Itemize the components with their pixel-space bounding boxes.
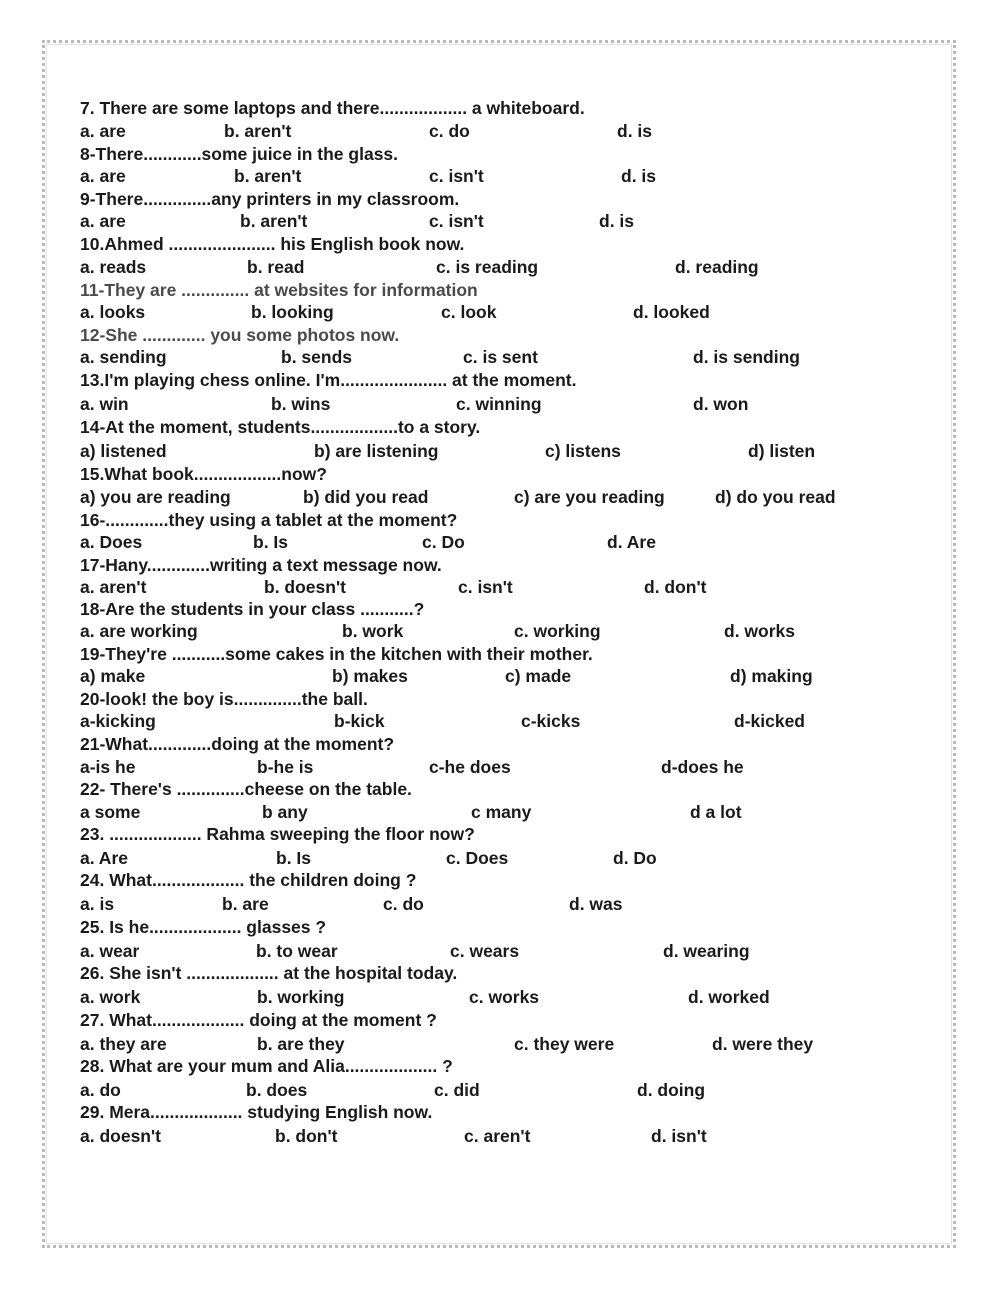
option-a: a some — [80, 802, 141, 822]
question-text: 25. Is he................... glasses ? — [80, 917, 327, 937]
option-b: b. working — [257, 987, 345, 1007]
option-a: a-is he — [80, 757, 136, 777]
option-d: d. reading — [675, 257, 759, 277]
option-c: c. aren't — [464, 1126, 531, 1146]
option-b: b. read — [247, 257, 305, 277]
option-c: c. working — [514, 621, 601, 641]
option-b: b) are listening — [314, 441, 439, 461]
option-a: a. work — [80, 987, 141, 1007]
option-b: b. looking — [251, 302, 334, 322]
question-text: 27. What................... doing at the moment ? — [80, 1010, 437, 1030]
question-text: 21-What.............doing at the moment? — [80, 734, 395, 754]
option-c: c) made — [505, 666, 572, 686]
option-d: d. don't — [644, 577, 707, 597]
option-b: b. Is — [253, 532, 289, 552]
option-a: a. sending — [80, 347, 167, 367]
option-c: c. isn't — [429, 166, 484, 186]
question-text: 13.I'm playing chess online. I'm...................... at the moment. — [80, 370, 577, 390]
question-text: 18-Are the students in your class ...........? — [80, 599, 425, 619]
question-text: 19-They're ...........some cakes in the kitchen with their mother. — [80, 644, 593, 664]
option-b: b. don't — [275, 1126, 338, 1146]
option-a: a. wear — [80, 941, 140, 961]
option-c: c-kicks — [521, 711, 581, 731]
option-c: c many — [471, 802, 532, 822]
question-text: 15.What book..................now? — [80, 464, 327, 484]
option-b: b. wins — [271, 394, 331, 414]
option-d: d. works — [724, 621, 795, 641]
option-b: b. work — [342, 621, 404, 641]
question-text: 17-Hany.............writing a text message now. — [80, 555, 442, 575]
option-a: a) you are reading — [80, 487, 231, 507]
option-a: a. are — [80, 121, 126, 141]
option-c: c. winning — [456, 394, 542, 414]
option-c: c. is sent — [463, 347, 538, 367]
option-d: d. is — [617, 121, 653, 141]
question-text: 26. She isn't ................... at the hospital today. — [80, 963, 458, 983]
question-text: 9-There..............any printers in my classroom. — [80, 189, 460, 209]
question-text: 22- There's ..............cheese on the table. — [80, 779, 412, 799]
option-b: b. aren't — [224, 121, 292, 141]
option-a: a) make — [80, 666, 146, 686]
option-b: b. to wear — [256, 941, 338, 961]
option-b: b. Is — [276, 848, 312, 868]
option-d: d. doing — [637, 1080, 706, 1100]
option-d: d) making — [730, 666, 813, 686]
option-d: d. were they — [712, 1034, 814, 1054]
option-c: c. did — [434, 1080, 480, 1100]
option-c: c) listens — [545, 441, 621, 461]
option-a: a-kicking — [80, 711, 156, 731]
option-d: d a lot — [690, 802, 742, 822]
option-b: b. doesn't — [264, 577, 346, 597]
option-a: a. looks — [80, 302, 146, 322]
option-b: b. sends — [281, 347, 352, 367]
option-c: c. wears — [450, 941, 520, 961]
option-a: a. is — [80, 894, 115, 914]
option-d: d. won — [693, 394, 749, 414]
option-d: d. isn't — [651, 1126, 707, 1146]
question-text: 14-At the moment, students..................to a story. — [80, 417, 481, 437]
question-text: 28. What are your mum and Alia................... ? — [80, 1056, 453, 1076]
option-d: d. is — [599, 211, 635, 231]
option-d: d. looked — [633, 302, 710, 322]
option-c: c. look — [441, 302, 497, 322]
option-a: a. Are — [80, 848, 128, 868]
option-d: d. is — [621, 166, 657, 186]
question-text: 29. Mera................... studying English now. — [80, 1102, 433, 1122]
option-c: c. do — [429, 121, 470, 141]
option-c: c. they were — [514, 1034, 615, 1054]
option-c: c. Does — [446, 848, 509, 868]
question-text: 11-They are .............. at websites for information — [80, 280, 478, 300]
option-a: a. doesn't — [80, 1126, 161, 1146]
question-text: 20-look! the boy is..............the ball. — [80, 689, 368, 709]
option-c: c. works — [469, 987, 540, 1007]
option-b: b) makes — [332, 666, 408, 686]
option-a: a. they are — [80, 1034, 167, 1054]
option-c: c. do — [383, 894, 424, 914]
option-d: d. Are — [607, 532, 656, 552]
question-text: 16-.............they using a tablet at the moment? — [80, 510, 458, 530]
option-d: d) do you read — [715, 487, 836, 507]
option-a: a. are — [80, 211, 126, 231]
question-text: 10.Ahmed ...................... his English book now. — [80, 234, 465, 254]
option-b: b. aren't — [234, 166, 302, 186]
option-c: c. is reading — [436, 257, 539, 277]
option-c: c. Do — [422, 532, 465, 552]
option-d: d. wearing — [663, 941, 750, 961]
option-d: d. is sending — [693, 347, 800, 367]
option-d: d. worked — [688, 987, 770, 1007]
option-a: a) listened — [80, 441, 167, 461]
option-d: d-kicked — [734, 711, 805, 731]
option-b: b-he is — [257, 757, 314, 777]
option-b: b any — [262, 802, 308, 822]
option-b: b-kick — [334, 711, 385, 731]
option-b: b) did you read — [303, 487, 429, 507]
option-d: d) listen — [748, 441, 816, 461]
option-d: d. was — [569, 894, 623, 914]
option-a: a. Does — [80, 532, 143, 552]
question-text: 24. What................... the children doing ? — [80, 870, 417, 890]
option-b: b. are — [222, 894, 269, 914]
option-c: c. isn't — [429, 211, 484, 231]
option-c: c) are you reading — [514, 487, 665, 507]
option-a: a. reads — [80, 257, 147, 277]
option-c: c. isn't — [458, 577, 513, 597]
option-a: a. do — [80, 1080, 121, 1100]
option-d: d. Do — [613, 848, 657, 868]
option-a: a. win — [80, 394, 129, 414]
option-a: a. are — [80, 166, 126, 186]
question-text: 12-She ............. you some photos now. — [80, 325, 400, 345]
option-b: b. are they — [257, 1034, 345, 1054]
question-text: 7. There are some laptops and there.................. a whiteboard. — [80, 98, 585, 118]
option-b: b. does — [246, 1080, 308, 1100]
option-b: b. aren't — [240, 211, 308, 231]
option-a: a. aren't — [80, 577, 147, 597]
option-d: d-does he — [661, 757, 744, 777]
question-text: 23. ................... Rahma sweeping the floor now? — [80, 824, 475, 844]
option-a: a. are working — [80, 621, 198, 641]
question-text: 8-There............some juice in the glass. — [80, 144, 399, 164]
option-c: c-he does — [429, 757, 511, 777]
